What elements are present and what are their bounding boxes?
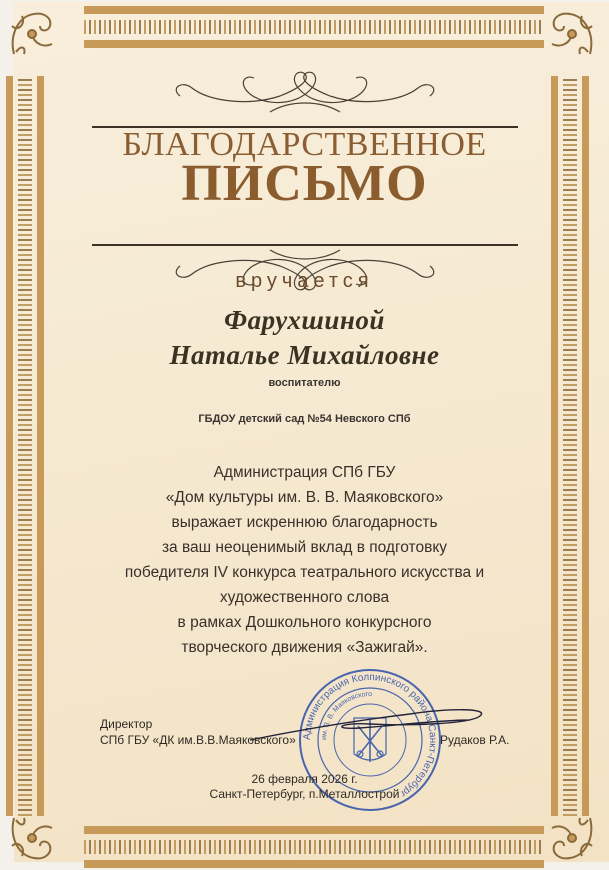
issue-place: Санкт-Петербург, п.Металлострой — [209, 787, 400, 801]
certificate-subtitle: ПИСЬМО — [181, 155, 428, 212]
top-border-band — [84, 6, 544, 50]
certificate-title: БЛАГОДАРСТВЕННОЕ — [122, 126, 487, 163]
svg-text:Администрация Колпинского райо: Администрация Колпинского района Санкт-Петербург — [301, 671, 439, 800]
signatory-name: Рудаков Р.А. — [440, 733, 510, 747]
svg-text:им. В. В. Маяковского: им. В. В. Маяковского — [320, 690, 372, 741]
flourish-ornament-icon — [160, 66, 450, 116]
recipient-position: воспитателю — [268, 377, 341, 389]
corner-ornament-icon — [540, 4, 600, 64]
body-line: победителя IV конкурса театрального искусства и — [124, 564, 485, 581]
presented-label: вручается — [235, 270, 374, 292]
issue-date: 26 февраля 2026 г. — [251, 772, 358, 786]
body-line: Администрация СПб ГБУ — [213, 464, 396, 481]
body-line: в рамках Дошкольного конкурсного — [177, 614, 432, 631]
corner-ornament-icon — [540, 808, 600, 868]
bottom-border-band — [84, 826, 544, 870]
corner-ornament-icon — [4, 808, 64, 868]
body-line: «Дом культуры им. В. В. Маяковского» — [165, 489, 444, 506]
gratitude-text — [0, 460, 609, 660]
signatory-title: Директор СПб ГБУ «ДК им.В.В.Маяковского» — [100, 717, 296, 747]
corner-ornament-icon — [4, 4, 64, 64]
recipient-organization: ГБДОУ детский сад №54 Невского СПб — [198, 413, 411, 425]
body-line: за ваш неоценимый вклад в подготовку — [161, 539, 448, 556]
body-line: выражает искреннюю благодарность — [171, 514, 438, 531]
recipient-surname: Фарухшиной — [224, 305, 385, 335]
recipient-name: Наталье Михайловне — [169, 340, 440, 370]
body-line: художественного слова — [219, 589, 390, 606]
body-line: творческого движения «Зажигай». — [181, 639, 428, 656]
